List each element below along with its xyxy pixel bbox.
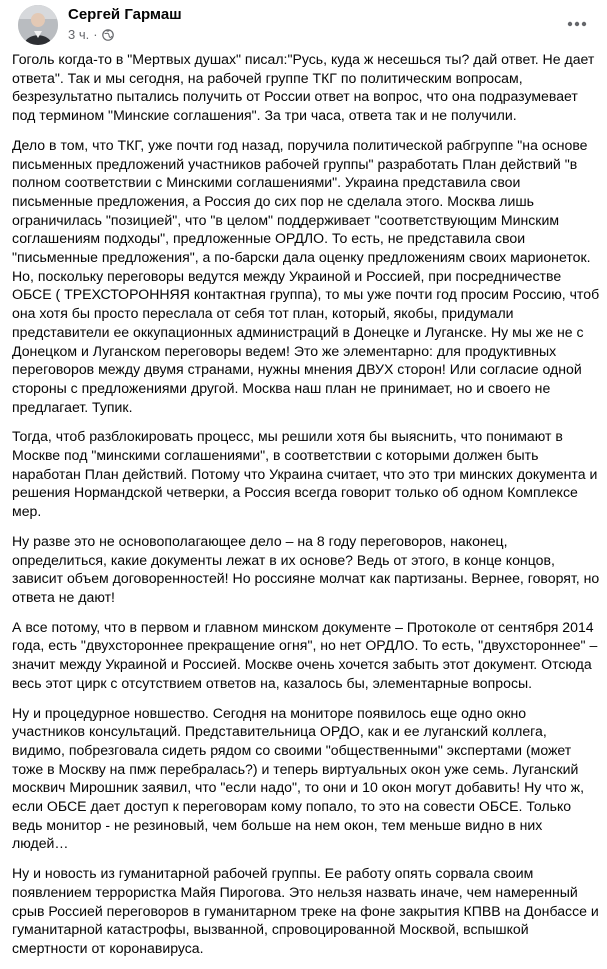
meta-separator: · [93,27,98,42]
more-options-icon[interactable] [559,6,595,42]
post-paragraph-7: Ну и новость из гуманитарной рабочей группы. Ее работу опять сорвала своим появлением террористка Майя Пирогова. Это нельзя назвать иначе, чем намеренный срыв Россией переговоров в гуманитарном треке на фоне закрытия КПВВ на Донбассе и гуманитарной катастрофы, вызванной, спровоцированной Москвой, вспышкой смертности от коронавируса. [12,865,599,956]
post-paragraph-6: Ну и процедурное новшество. Сегодня на мониторе появилось еще одно окно участников консультаций. Представительница ОРДО, как и ее луганский коллега, видимо, побрезговала сидеть рядом со своими "общественными" экспертами (может тоже в Москву на пмж перебралась?) и теперь виртуальных окон уже семь. Луганский москвич Мирошник заявил, что "если надо", то они и 10 окон могут добавить! Ну что ж, если ОБСЕ дает доступ к переговорам кому попало, то это на совести ОБСЕ. Только ведь монитор - не резиновый, чем больше на нем окон, тем меньше видно в них людей… [12,704,584,852]
post-paragraph-4: Ну разве это не основополагающее дело – на 8 году переговоров, наконец, определиться, какие документы лежат в их основе? Ведь от этого, в конце концов, зависит объем договоренностей! Но россияне молчат как партизаны. Вернее, говорят, но ответа не дают! [12,532,600,605]
post-paragraph-1: Гоголь когда-то в "Мертвых душах" писал:"Русь, куда ж несешься ты? дай ответ. Не дает ответа". Так и мы сегодня, на рабочей группе ТКГ по политическим вопросам, безрезультатно пытались получить от России ответ на вопрос, что она подразумевает под термином "Минские соглашения". За три часа, ответа так и не получили. [12,51,595,124]
post-timestamp[interactable]: 3 ч. [68,27,90,42]
globe-icon[interactable] [102,29,114,41]
author-name[interactable]: Сергей Гармаш [68,6,182,23]
post-paragraph-2: Дело в том, что ТКГ, уже почти год назад, поручила политической рабгруппе "на основе письменных предложений участников рабочей группы" разработать План действий "в полном соответствии с Минскими соглашениями". Украина представила свои письменные предложения, а Россия до сих пор не сделала этого. Москва лишь ограничилась "позицией", что "в целом" поддерживает "соответствующим Минским соглашениям подходы", предложенные ОРДЛО. То есть, не представила свои "письменные предложения", а по-барски дала оценку предложениям своих марионеток. Но, поскольку переговоры ведутся между Украиной и Россией, при посредничестве ОБСЕ ( ТРЕХСТОРОННЯЯ контактная группа), то мы уже почти год просим Россию, чтоб она хотя бы просто переслала от себя тот план, который, якобы, придумали представители ее оккупационных администраций в Донецке и Луганске. Ну мы же не с Донецком и Луганском переговоры ведем! Это же элементарно: для продуктивных переговоров между двумя странами, нужны мнения ДВУХ сторон! Или согласие одной стороны с предложениями другой. Москва наш план не принимает, но и своего не предлагает. Тупик. [12,136,600,415]
post-body [12,50,600,969]
avatar-photo-icon [18,5,58,45]
post-paragraph-3: Тогда, чтоб разблокировать процесс, мы решили хотя бы выяснить, что понимают в Москве под "минскими соглашениями", в соответствии с которыми должен быть наработан План действий. Потому что Украина считает, что это три минских документа и решения Нормандской четверки, а Россия всегда говорит только об одном Комплексе мер. [12,428,598,520]
author-avatar[interactable] [18,5,58,45]
post-header [12,0,597,50]
post-meta [68,27,114,43]
post-paragraph-5: А все потому, что в первом и главном минском документе – Протоколе от сентября 2014 года, есть "двухстороннее прекращение огня", но нет ОРДЛО. То есть, "двухстороннее" – значит между Украиной и Россией. Москве очень хочется забыть этот документ. Отсюда весь этот цирк с отсутствием ответов на, казалось бы, элементарные вопросы. [12,618,598,691]
